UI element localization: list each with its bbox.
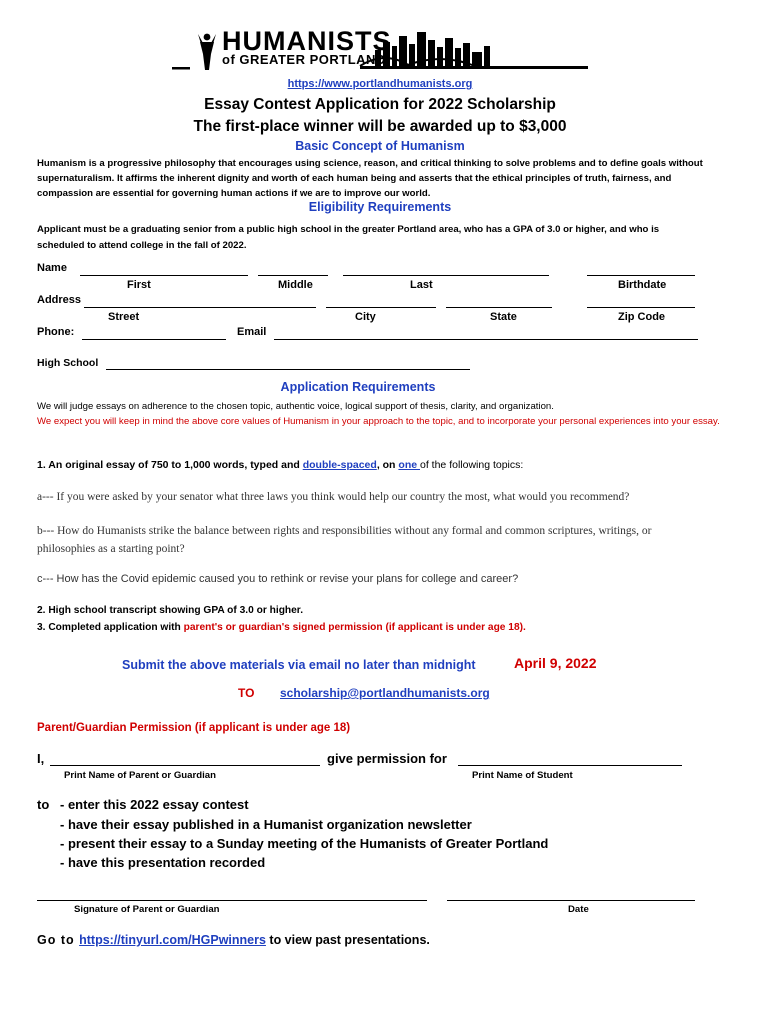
middle-name-field[interactable]: [258, 275, 328, 276]
signature-caption: Signature of Parent or Guardian: [74, 904, 220, 915]
item2: 2. High school transcript showing GPA of 3.0 or higher.: [37, 605, 304, 616]
eligibility-heading: Eligibility Requirements: [308, 200, 452, 214]
address-label: Address: [37, 294, 82, 306]
permission-item-1: - enter this 2022 essay contest: [60, 797, 249, 812]
item3: [37, 622, 526, 633]
last-name-field[interactable]: [343, 275, 549, 276]
high-school-label: High School: [37, 357, 99, 369]
logo-line1: HUMANISTS: [222, 26, 392, 56]
website-link[interactable]: https://www.portlandhumanists.org: [287, 78, 473, 90]
street-field[interactable]: [84, 307, 316, 308]
eligibility-text: Applicant must be a graduating senior from a public high school in the greater Portland area, who has a GPA of 3.0 or higher, and who is scheduled to attend college in the fall of 2022.: [37, 224, 660, 251]
deadline-date: April 9, 2022: [514, 655, 597, 671]
submit-to: TO: [238, 686, 255, 700]
permission-to: to: [37, 797, 50, 812]
basic-heading: Basic Concept of Humanism: [295, 139, 465, 153]
student-name-field[interactable]: [458, 765, 682, 766]
permission-item-4: - have this presentation recorded: [60, 855, 266, 870]
state-field[interactable]: [446, 307, 552, 308]
item1-post: of the following topics:: [420, 459, 524, 471]
footer: [37, 933, 430, 947]
application-heading: Application Requirements: [280, 380, 436, 394]
one-link[interactable]: one: [398, 459, 420, 471]
date-field[interactable]: [447, 900, 695, 901]
footer-post: to view past presentations.: [265, 933, 430, 947]
phone-label: Phone:: [37, 326, 75, 338]
birthdate-field[interactable]: [587, 275, 695, 276]
past-presentations-link[interactable]: https://tinyurl.com/HGPwinners: [79, 933, 266, 947]
topic-b: b--- How do Humanists strike the balance between rights and responsibilities without any formal and common scriptures, writings, or philosophies as a starting point?: [37, 525, 652, 555]
item1-pre: 1. An original essay of 750 to 1,000 words, typed and: [37, 459, 303, 471]
topic-c: c--- How has the Covid epidemic caused you to rethink or revise your plans for college and career?: [37, 573, 519, 585]
page-subtitle: The first-place winner will be awarded up to $3,000: [193, 118, 567, 135]
last-caption: Last: [410, 279, 433, 291]
city-caption: City: [355, 311, 376, 323]
permission-item-2: - have their essay published in a Humanist organization newsletter: [60, 817, 472, 832]
first-caption: First: [127, 279, 151, 291]
item3-red: parent's or guardian's signed permission (if applicant is under age 18).: [183, 622, 526, 633]
email-field[interactable]: [274, 339, 698, 340]
basic-text: Humanism is a progressive philosophy that encourages using science, reason, and critical thinking to solve problems and to define goals without supernaturalism. It affirms the inherent dignity and worth of each human being and asserts that the ethical principles of truth, fairness, and compassion are essential for governing human actions if we are to improve our world.: [37, 158, 703, 199]
page-title: Essay Contest Application for 2022 Scholarship: [204, 96, 556, 113]
expect-text: We expect you will keep in mind the above core values of Humanism in your approach to the topic, and to incorporate your personal experiences into your essay.: [37, 416, 720, 427]
item1: [37, 459, 523, 471]
middle-caption: Middle: [278, 279, 313, 291]
judging-text: We will judge essays on adherence to the chosen topic, authentic voice, logical support of thesis, clarity, and organization.: [37, 401, 554, 412]
print-student-caption: Print Name of Student: [472, 770, 573, 781]
permission-i: I,: [37, 751, 45, 766]
double-spaced-link[interactable]: double-spaced: [302, 459, 377, 471]
high-school-field[interactable]: [106, 369, 470, 370]
give-permission-text: give permission for: [327, 751, 447, 766]
first-name-field[interactable]: [80, 275, 248, 276]
state-caption: State: [490, 311, 517, 323]
parent-name-field[interactable]: [50, 765, 320, 766]
date-caption: Date: [568, 904, 589, 915]
permission-item-3: - present their essay to a Sunday meeting of the Humanists of Greater Portland: [60, 836, 549, 851]
logo-line2: of GREATER PORTLAND: [222, 52, 386, 67]
street-caption: Street: [108, 311, 140, 323]
topic-a: a--- If you were asked by your senator what three laws you think would help our country the most, what would you recommend?: [37, 491, 630, 503]
birthdate-caption: Birthdate: [618, 279, 667, 291]
permission-heading: Parent/Guardian Permission (if applicant is under age 18): [37, 722, 351, 734]
item1-mid: , on: [376, 459, 399, 471]
name-label: Name: [37, 262, 67, 274]
signature-field[interactable]: [37, 900, 427, 901]
footer-pre: Go to: [37, 933, 80, 947]
item3-pre: 3. Completed application with: [37, 622, 184, 633]
city-field[interactable]: [326, 307, 436, 308]
zip-caption: Zip Code: [618, 311, 666, 323]
submit-text: Submit the above materials via email no later than midnight: [122, 658, 476, 672]
email-label: Email: [237, 326, 267, 338]
zip-field[interactable]: [587, 307, 695, 308]
print-parent-caption: Print Name of Parent or Guardian: [64, 770, 216, 781]
logo: [170, 28, 590, 76]
phone-field[interactable]: [82, 339, 226, 340]
submit-email-link[interactable]: scholarship@portlandhumanists.org: [280, 686, 490, 700]
